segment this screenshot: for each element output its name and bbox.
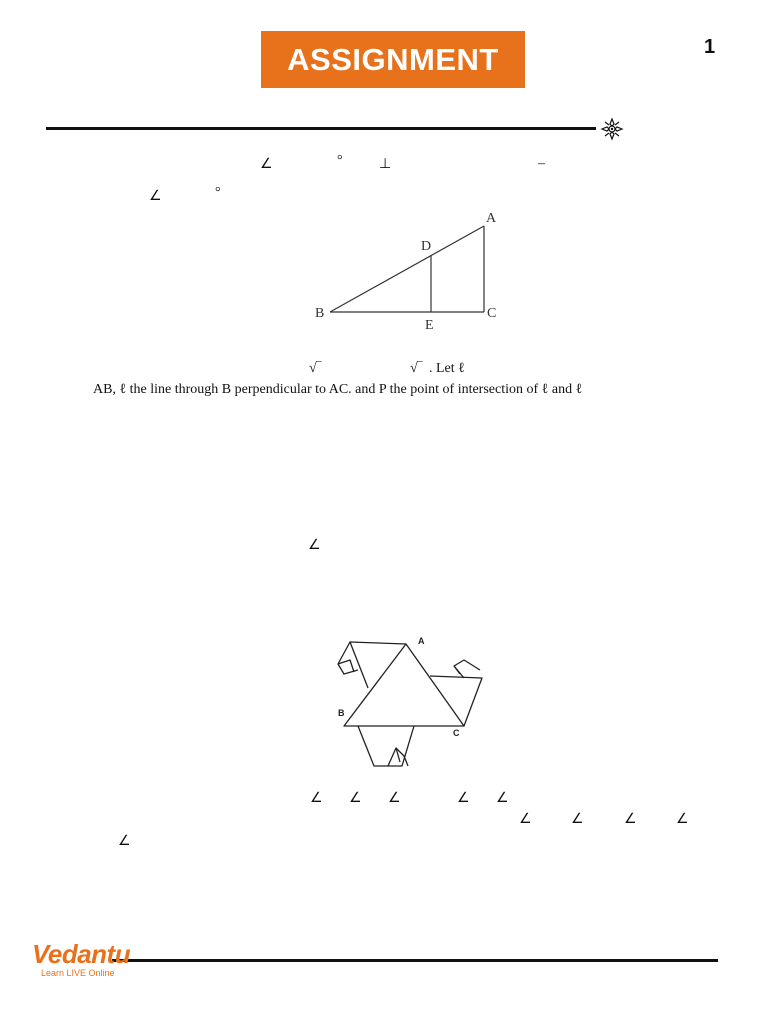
angle-symbol: ∠ (149, 189, 162, 204)
dash-symbol: – (538, 156, 545, 171)
logo-tagline: Learn LIVE Online (41, 968, 115, 978)
assignment-banner (261, 31, 525, 88)
label-C: C (487, 306, 497, 321)
angle-symbol: ∠ (519, 812, 532, 827)
angle-symbol: ∠ (457, 791, 470, 806)
ornament-icon (600, 117, 624, 141)
label-E: E (425, 318, 434, 333)
page-number: 1 (704, 36, 716, 58)
footer-rule (112, 959, 718, 962)
angle-symbol: ∠ (571, 812, 584, 827)
label-B: B (338, 708, 345, 718)
degree-symbol: ° (337, 153, 343, 168)
angle-symbol: ∠ (388, 791, 401, 806)
banner-title: ASSIGNMENT (287, 41, 499, 77)
sqrt-symbol: √‾ (410, 361, 423, 376)
label-B: B (315, 306, 325, 321)
angle-symbol: ∠ (308, 538, 321, 553)
vedantu-logo (32, 940, 130, 978)
sqrt-symbol: √‾ (309, 361, 322, 376)
angle-symbol: ∠ (310, 791, 323, 806)
label-C: C (453, 728, 460, 738)
header-rule (46, 127, 596, 130)
perpendicular-symbol: ⊥ (379, 157, 392, 172)
label-A: A (486, 211, 497, 226)
q2-line-text: AB, ℓ the line through B perpendicular to AC. and P the point of intersection of ℓ and ℓ (93, 382, 583, 397)
angle-symbol: ∠ (624, 812, 637, 827)
logo-wordmark: Vedantu (32, 939, 131, 969)
q2-let-text: . Let ℓ (429, 361, 465, 376)
degree-symbol: ° (215, 185, 221, 200)
angle-symbol: ∠ (118, 834, 131, 849)
triangle-figure (310, 205, 510, 335)
angle-symbol: ∠ (676, 812, 689, 827)
label-A: A (418, 636, 425, 646)
angle-symbol: ∠ (496, 791, 509, 806)
folded-triangle-figure (330, 630, 490, 772)
angle-symbol: ∠ (260, 157, 273, 172)
label-D: D (421, 239, 432, 254)
angle-symbol: ∠ (349, 791, 362, 806)
